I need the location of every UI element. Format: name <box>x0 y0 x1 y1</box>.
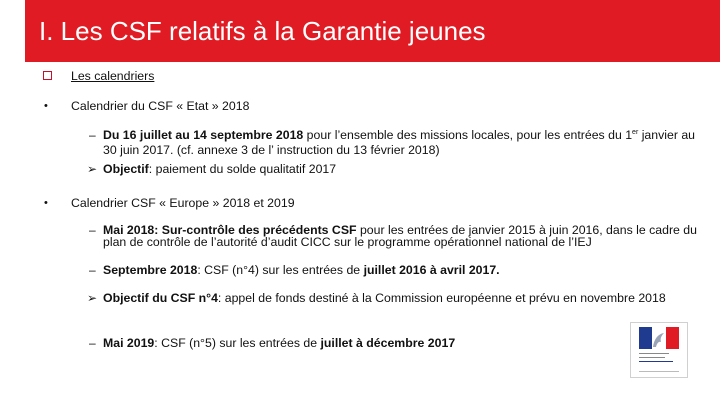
dash-marker: – <box>89 128 96 142</box>
csf4-objective: Objectif du CSF n°4: appel de fonds destiné à la Commission européenne et prévu en novembre 2018 <box>103 291 666 305</box>
etat-period-line2: 30 juin 2017. (cf. annexe 3 de l’ instruction du 13 février 2018) <box>103 143 440 157</box>
dash-marker: – <box>89 223 96 237</box>
republique-francaise-logo <box>630 322 688 378</box>
dash-marker: – <box>89 263 96 277</box>
etat-objective: Objectif: paiement du solde qualitatif 2017 <box>103 162 337 176</box>
item-label-europe: Calendrier CSF « Europe » 2018 et 2019 <box>71 196 295 210</box>
mai-2018-line1: Mai 2018: Sur-contrôle des précédents CSF pour les entrées de janvier 2015 à juin 2016, dans le cadre du <box>103 223 697 237</box>
logo-text-line <box>639 361 673 362</box>
item-bullet: • <box>44 100 48 112</box>
logo-text-line <box>639 353 669 354</box>
mai-2019-line: Mai 2019: CSF (n°5) sur les entrées de juillet à décembre 2017 <box>103 336 456 350</box>
slide-title: I. Les CSF relatifs à la Garantie jeunes <box>39 16 486 46</box>
arrow-marker-icon: ➢ <box>87 162 98 176</box>
mai-2018-line2: plan de contrôle de l’autorité d’audit CICC sur le programme opérationnel national de l’IEJ <box>103 235 592 249</box>
marianne-flag-icon <box>639 327 679 349</box>
arrow-marker-icon: ➢ <box>87 291 98 305</box>
checkbox-bullet-icon <box>43 71 52 80</box>
item-bullet: • <box>44 197 48 209</box>
section-heading: Les calendriers <box>71 69 155 83</box>
item-label-etat: Calendrier du CSF « Etat » 2018 <box>71 99 250 113</box>
title-bar <box>25 0 720 62</box>
logo-text-line <box>639 371 679 372</box>
septembre-2018-line: Septembre 2018: CSF (n°4) sur les entrées de juillet 2016 à avril 2017. <box>103 263 500 277</box>
dash-marker: – <box>89 336 96 350</box>
logo-text-line <box>639 357 665 358</box>
etat-period-line1: Du 16 juillet au 14 septembre 2018 pour l’ensemble des missions locales, pour les entrées du 1er janvier au <box>103 128 696 142</box>
